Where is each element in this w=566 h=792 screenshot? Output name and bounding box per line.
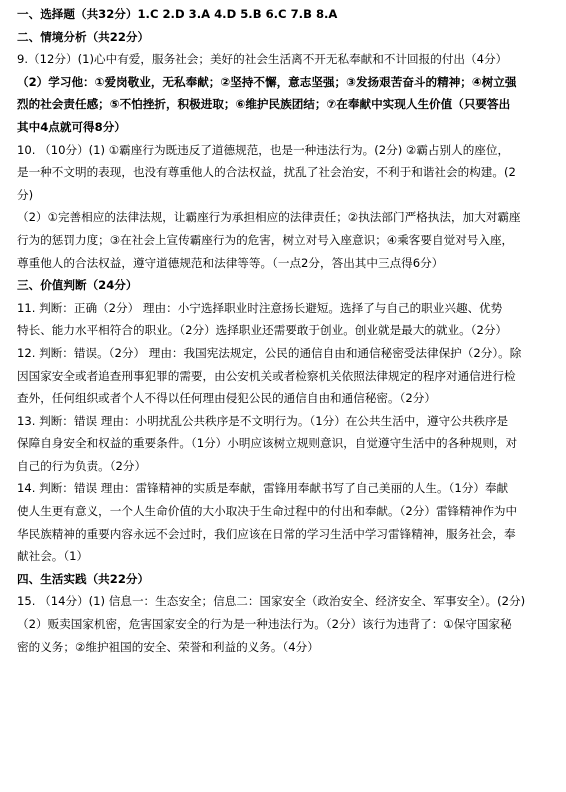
q15-line-2: （2）贩卖国家机密，危害国家安全的行为是一种违法行为。（2分）该行为违背了：①保守国家秘 [17, 617, 512, 632]
q9-line-4: 其中4点就可得8分） [17, 119, 126, 134]
q14-line-4: 献社会。（1） [17, 549, 89, 564]
q12-line-1: 12. 判断：错误。（2分） 理由：我国宪法规定，公民的通信自由和通信秘密受法律保护（2分）。除 [17, 345, 522, 360]
q10-line-2: 是一种不文明的表现，也没有尊重他人的合法权益，扰乱了社会治安，不利于和谐社会的构建。(2 [17, 165, 516, 180]
q11-line-1: 11. 判断：正确（2分） 理由：小宁选择职业时注意扬长避短。选择了与自己的职业兴趣、优势 [17, 300, 503, 315]
q10-line-3: 分) [17, 187, 34, 202]
q9-line-1: 9.（12分）(1)心中有爱，服务社会；美好的社会生活离不开无私奉献和不计回报的付出（4分） [17, 52, 508, 67]
q9-line-3: 烈的社会责任感；⑤不怕挫折，积极进取；⑥维护民族团结；⑦在奉献中实现人生价值（只要答出 [17, 97, 511, 112]
q12-line-3: 查外，任何组织或者个人不得以任何理由侵犯公民的通信自由和通信秘密。（2分） [17, 391, 436, 406]
q12-line-2: 因国家安全或者追查刑事犯罪的需要，由公安机关或者检察机关依照法律规定的程序对通信进行检 [17, 368, 516, 383]
q14-line-3: 华民族精神的重要内容永远不会过时，我们应该在日常的学习生活中学习雷锋精神，服务社会，奉 [17, 526, 516, 541]
q10-line-5: 行为的惩罚力度；③在社会上宣传霸座行为的危害，树立对号入座意识；④乘客要自觉对号入座， [17, 232, 514, 247]
q14-line-1: 14. 判断：错误 理由：雷锋精神的实质是奉献，雷锋用奉献书写了自己美丽的人生。（1分）奉献 [17, 481, 509, 496]
q11-line-2: 特长、能力水平相符合的职业。（2分）选择职业还需要敢于创业。创业就是最大的就业。（2分） [17, 323, 508, 338]
q10-line-6: 尊重他人的合法权益，遵守道德规范和法律等等。（一点2分，答出其中三点得6分） [17, 255, 444, 270]
section-heading-choice: 一、选择题（共32分）1.C 2.D 3.A 4.D 5.B 6.C 7.B 8.A [17, 7, 338, 21]
q15-line-1: 15. （14分）(1) 信息一：生态安全；信息二：国家安全（政治安全、经济安全、军事安全）。(2分) [17, 594, 526, 609]
answer-document [17, 3, 551, 658]
q10-line-4: （2）①完善相应的法律法规，让霸座行为承担相应的法律责任；②执法部门严格执法，加大对霸座 [17, 210, 521, 225]
q13-line-2: 保障自身安全和权益的重要条件。（1分）小明应该树立规则意识，自觉遵守生活中的各种规则，对 [17, 436, 518, 451]
q10-line-1: 10. （10分）(1) ①霸座行为既违反了道德规范，也是一种违法行为。(2分) ②霸占别人的座位， [17, 142, 510, 157]
q13-line-3: 自己的行为负责。（2分） [17, 458, 147, 473]
q14-line-2: 使人生更有意义，一个人生命价值的大小取决于生命过程中的付出和奉献。（2分）雷锋精神作为中 [17, 504, 518, 519]
q15-line-3: 密的义务；②维护祖国的安全、荣誉和利益的义务。（4分） [17, 639, 319, 654]
q9-line-2: （2）学习他：①爱岗敬业，无私奉献；②坚持不懈，意志坚强；③发扬艰苦奋斗的精神；④树立强 [17, 74, 517, 89]
q13-line-1: 13. 判断：错误 理由：小明扰乱公共秩序是不文明行为。（1分）在公共生活中，遵守公共秩序是 [17, 413, 509, 428]
section-heading-situation: 二、情境分析（共22分） [17, 29, 150, 44]
section-heading-life-practice: 四、生活实践（共22分） [17, 571, 150, 586]
section-heading-value-judgment: 三、价值判断（24分） [17, 278, 138, 293]
